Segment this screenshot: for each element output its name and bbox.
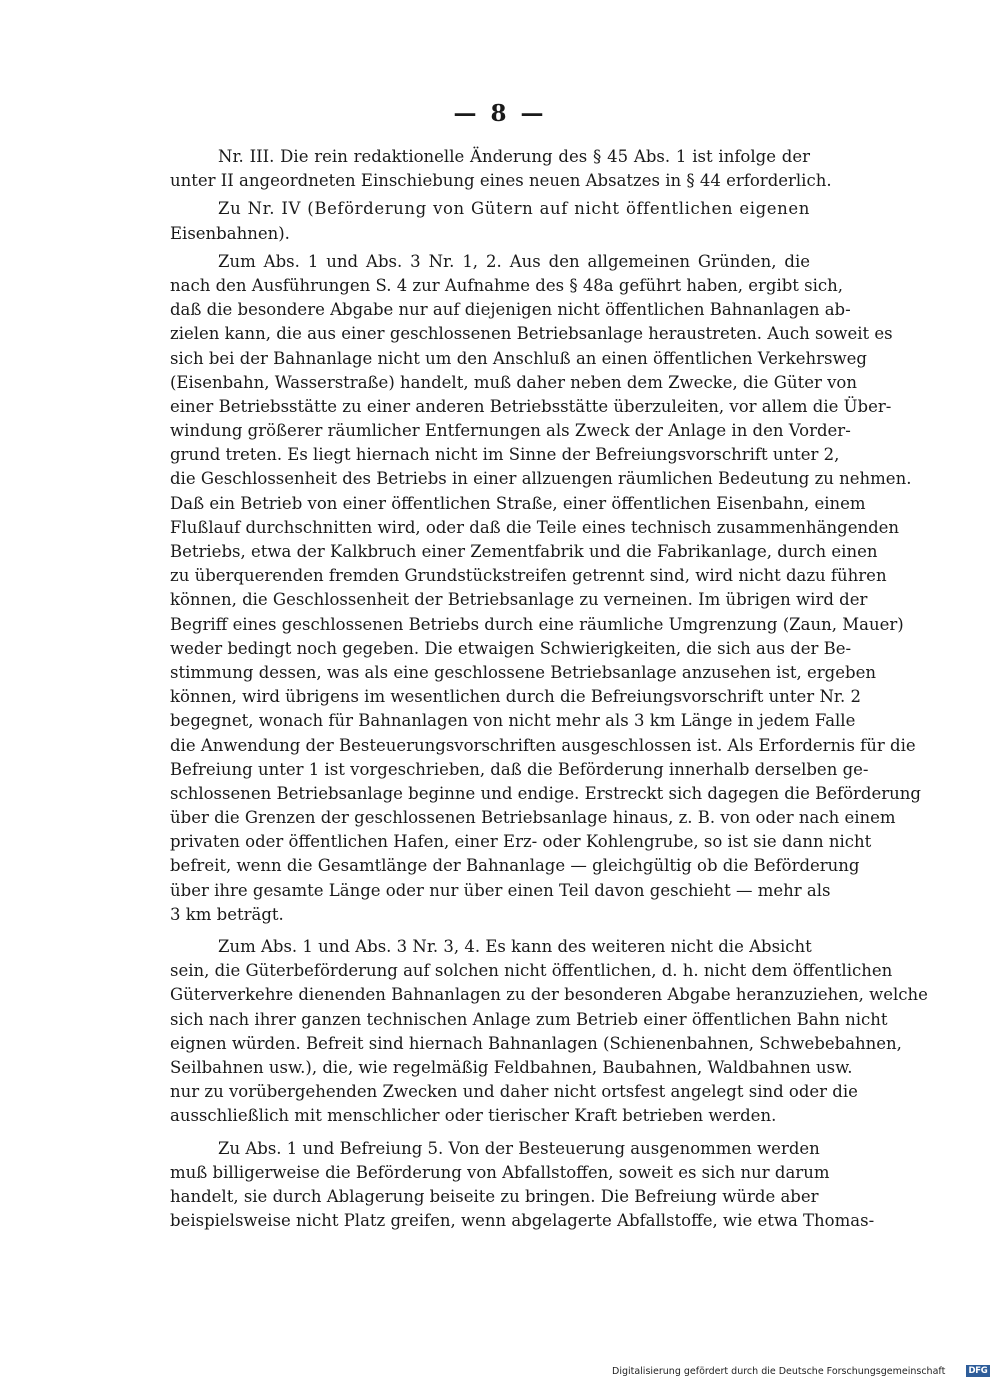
text-line: handelt, sie durch Ablagerung beiseite zu bringen. Die Befreiung würde aber [170, 1186, 819, 1206]
text-line: Zu Abs. 1 und Befreiung 5. Von der Besteuerung ausgenommen werden [218, 1138, 820, 1158]
text-line: nach den Ausführungen S. 4 zur Aufnahme des § 48a geführt haben, ergibt sich, [170, 275, 844, 295]
section-heading: Eisenbahnen). [170, 223, 290, 243]
text-line: zu überquerenden fremden Grundstückstreifen getrennt sind, wird nicht dazu führen [170, 566, 887, 586]
text-line: eignen würden. Befreit sind hiernach Bahnanlagen (Schienenbahnen, Schwebebahnen, [170, 1033, 902, 1053]
text-line: stimmung dessen, was als eine geschlossene Betriebsanlage anzusehen ist, ergeben [170, 662, 876, 682]
text-line: 3 km beträgt. [170, 904, 284, 924]
text-line: weder bedingt noch gegeben. Die etwaigen Schwierigkeiten, die sich aus der Be- [170, 638, 852, 658]
text-line: windung größerer räumlicher Entfernungen als Zweck der Anlage in den Vorder- [170, 421, 851, 441]
text-line: unter II angeordneten Einschiebung eines neuen Absatzes in § 44 erforderlich. [170, 171, 832, 191]
digitization-credit: Digitalisierung gefördert durch die Deutsche Forschungsgemeinschaft [612, 1366, 946, 1377]
paragraph-befreiung-5 [170, 1137, 875, 1234]
text-line: können, die Geschlossenheit der Betriebsanlage zu verneinen. Im übrigen wird der [170, 590, 868, 610]
text-line: Betriebs, etwa der Kalkbruch einer Zementfabrik und die Fabrikanlage, durch einen [170, 542, 878, 561]
paragraph-abs-1-nr-1-2 [170, 250, 921, 927]
text-line: Flußlauf durchschnitten wird, oder daß die Teile eines technisch zusammenhängenden [170, 517, 900, 537]
text-line: einer Betriebsstätte zu einer anderen Betriebsstätte überzuleiten, vor allem die Über- [170, 396, 892, 416]
text-line: über ihre gesamte Länge oder nur über einen Teil davon geschieht — mehr als [170, 880, 831, 900]
text-line: Daß ein Betrieb von einer öffentlichen Straße, einer öffentlichen Eisenbahn, einem [170, 493, 866, 513]
text-line: Güterverkehre dienenden Bahnanlagen zu der besonderen Abgabe heranzuziehen, welche [170, 985, 928, 1005]
text-line: schlossenen Betriebsanlage beginne und endige. Erstreckt sich dagegen die Beförderung [170, 783, 921, 803]
text-line: daß die besondere Abgabe nur auf diejenigen nicht öffentlichen Bahnanlagen ab- [170, 300, 851, 320]
text-line: die Anwendung der Besteuerungsvorschriften ausgeschlossen ist. Als Erfordernis für die [170, 735, 916, 755]
text-line: (Eisenbahn, Wasserstraße) handelt, muß daher neben dem Zwecke, die Güter von [170, 372, 857, 392]
text-line: befreit, wenn die Gesamtlänge der Bahnanlage — gleichgültig ob die Beförderung [170, 856, 860, 876]
text-line: können, wird übrigens im wesentlichen durch die Befreiungsvorschrift unter Nr. 2 [170, 687, 861, 707]
text-line: begegnet, wonach für Bahnanlagen von nicht mehr als 3 km Länge in jedem Falle [170, 711, 856, 731]
text-line: Seilbahnen usw.), die, wie regelmäßig Feldbahnen, Baubahnen, Waldbahnen usw. [170, 1057, 853, 1077]
page-number: — 8 — [453, 100, 547, 127]
text-line: muß billigerweise die Beförderung von Abfallstoffen, soweit es sich nur darum [170, 1162, 830, 1182]
text-line: über die Grenzen der geschlossenen Betriebsanlage hinaus, z. B. von oder nach einem [170, 808, 896, 828]
paragraph-nr-iii [170, 145, 832, 193]
text-line: die Geschlossenheit des Betriebs in einer allzuengen räumlichen Bedeutung zu nehmen. [170, 469, 912, 489]
text-line: zielen kann, die aus einer geschlossenen Betriebsanlage heraustreten. Auch soweit es [170, 324, 893, 344]
text-line: Befreiung unter 1 ist vorgeschrieben, daß die Beförderung innerhalb derselben ge- [170, 759, 869, 779]
text-line: grund treten. Es liegt hiernach nicht im Sinne der Befreiungsvorschrift unter 2, [170, 445, 840, 465]
text-line: privaten oder öffentlichen Hafen, einer Erz- oder Kohlengrube, so ist sie dann nicht [170, 832, 872, 852]
text-line: sich bei der Bahnanlage nicht um den Anschluß an einen öffentlichen Verkehrsweg [170, 348, 867, 368]
text-line: Nr. III. Die rein redaktionelle Änderung des § 45 Abs. 1 ist infolge der [218, 147, 810, 166]
text-column [170, 145, 928, 1241]
text-line: Zum Abs. 1 und Abs. 3 Nr. 1, 2. Aus den allgemeinen Gründen, die [218, 251, 810, 271]
text-line: Zum Abs. 1 und Abs. 3 Nr. 3, 4. Es kann des weiteren nicht die Absicht [218, 937, 812, 956]
text-line: sich nach ihrer ganzen technischen Anlage zum Betrieb einer öffentlichen Bahn nicht [170, 1009, 888, 1029]
text-line: ausschließlich mit menschlicher oder tierischer Kraft betrieben werden. [170, 1106, 777, 1126]
text-line: beispielsweise nicht Platz greifen, wenn abgelagerte Abfallstoffe, wie etwa Thomas- [170, 1211, 875, 1231]
paragraph-abs-1-nr-3-4 [170, 935, 928, 1129]
dfg-logo: DFG [966, 1365, 990, 1377]
section-heading: Zu Nr. IV (Beförderung von Gütern auf nicht öffentlichen eigenen [218, 199, 810, 219]
paragraph-heading-nr-iv [170, 197, 810, 245]
text-line: Begriff eines geschlossenen Betriebs durch eine räumliche Umgrenzung (Zaun, Mauer) [170, 614, 904, 634]
text-line: sein, die Güterbeförderung auf solchen nicht öffentlichen, d. h. nicht dem öffentlichen [170, 961, 893, 981]
text-line: nur zu vorübergehenden Zwecken und daher nicht ortsfest angelegt sind oder die [170, 1082, 858, 1102]
